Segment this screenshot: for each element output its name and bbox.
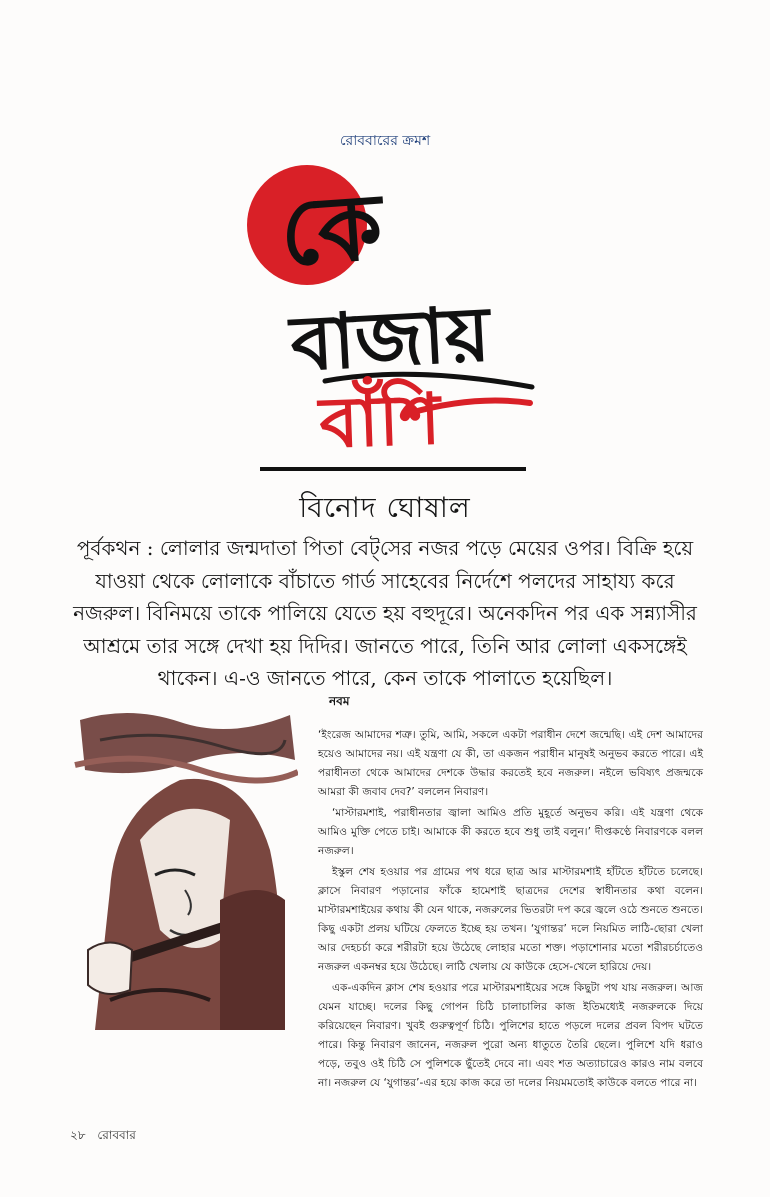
page-footer [70,1127,144,1147]
article-column [318,693,703,1095]
title-line-2: বাজায় [288,288,492,389]
title-line-3: বাঁশি [318,377,442,465]
title-artwork [240,155,550,485]
title-rule [260,467,526,471]
series-label: রোববারের ক্রমশ [339,133,431,149]
title-line-1: কে [276,172,386,287]
page-number: ২৮ [70,1128,86,1142]
magazine-name: রোববার [97,1128,136,1142]
body-paragraph: ‘ইংরেজ আমাদের শত্রু। তুমি, আমি, সকলে একটা পরাধীন দেশে জন্মেছি। এই দেশ আমাদের হয়েও আমাদের নয়। এই যন্ত্রণা যে কী, তা একজন পরাধীন মানুষই অনুভব করতে পারে। এই পরাধীনতা থেকে আমাদের দেশকে উদ্ধার করতেই হবে নজরুল। নইলে ভবিষ্যৎ প্রজন্মকে আমরা কী জবাব দেব?’ বললেন নিবারণ। [318,729,703,798]
body-paragraph: ‘মাস্টারমশাই, পরাধীনতার জ্বালা আমিও প্রতি মুহূর্তে অনুভব করি। এই যন্ত্রণা থেকে আমিও মুক্তি পেতে চাই। আমাকে কী করতে হবে শুধু তাই বলুন।’ দীপ্তকণ্ঠে নিবারণকে বলল নজরুল। [318,807,703,857]
story-summary: পূর্বকথন : লোলার জন্মদাতা পিতা বেট্‌সের নজর পড়ে মেয়ের ওপর। বিক্রি হয়ে যাওয়া থেকে লোলাকে বাঁচাতে গার্ড সাহেবের নির্দেশে পলদের সাহায্য করে নজরুল। বিনিময়ে তাকে পালিয়ে যেতে হয় বহুদূরে। অনেকদিন পর এক সন্ন্যাসীর আশ্রমে তার সঙ্গে দেখা হয় দিদির। জানতে পারে, তিনি আর লোলা একসঙ্গেই থাকেন। এ-ও জানতে পারে, কেন তাকে পালাতে হয়েছিল। [73,536,697,690]
body-paragraph: ইস্কুল শেষ হওয়ার পর গ্রামের পথ ধরে ছাত্র আর মাস্টারমশাই হাঁটতে হাঁটতে চলেছে। ক্লাসে নিবারণ পড়ানোর ফাঁকে হামেশাই ছাত্রদের দেশের স্বাধীনতার কথা বলেন। মাস্টারমশাইয়ের কথায় কী যেন থাকে, নজরুলের ভিতরটা দপ করে জ্বলে ওঠে শুনতে শুনতে। কিছু একটা প্রলয় ঘটিয়ে ফেলতে ইচ্ছে হয় তখন। ‘যুগান্তর’ দলে নিয়মিত লাঠি-ছোরা খেলা আর দেহচর্চা করে শরীরটা হয়ে উঠেছে লোহার মতো শক্ত। পড়াশোনার মতো শরীরচর্চাতেও নজরুল একনম্বর হয়ে উঠেছে। লাঠি খেলায় যে কাউকে হেসে-খেলে হারিয়ে দেয়। [318,866,703,973]
flute-player-illustration [70,700,298,1035]
chapter-heading: নবম [329,694,350,708]
body-paragraph: এক-একদিন ক্লাস শেষ হওয়ার পরে মাস্টারমশাইয়ের সঙ্গে কিছুটা পথ যায় নজরুল। আজ যেমন যাচ্ছে। দলের কিছু গোপন চিঠি চালাচালির কাজ ইতিমধ্যেই নজরুলকে দিয়ে করিয়েছেন নিবারণ। খুবই গুরুত্বপূর্ণ চিঠি। পুলিশের হাতে পড়লে দলের প্রবল বিপদ ঘটতে পারে। কিন্তু নিবারণ জানেন, নজরুল পুরো অন্য ধাতুতে তৈরি ছেলে। পুলিশে যদি ধরাও পড়ে, তবুও ওই চিঠি সে পুলিশকে ছুঁতেই দেবে না। এবং শত অত্যাচারেও কারও নাম বলবে না। নজরুল যে ‘যুগান্তর’-এর হয়ে কাজ করে তা দলের নিয়মমতোই কাউকে বলতে পারে না। [318,982,703,1089]
author-name: বিনোদ ঘোষাল [299,491,471,524]
